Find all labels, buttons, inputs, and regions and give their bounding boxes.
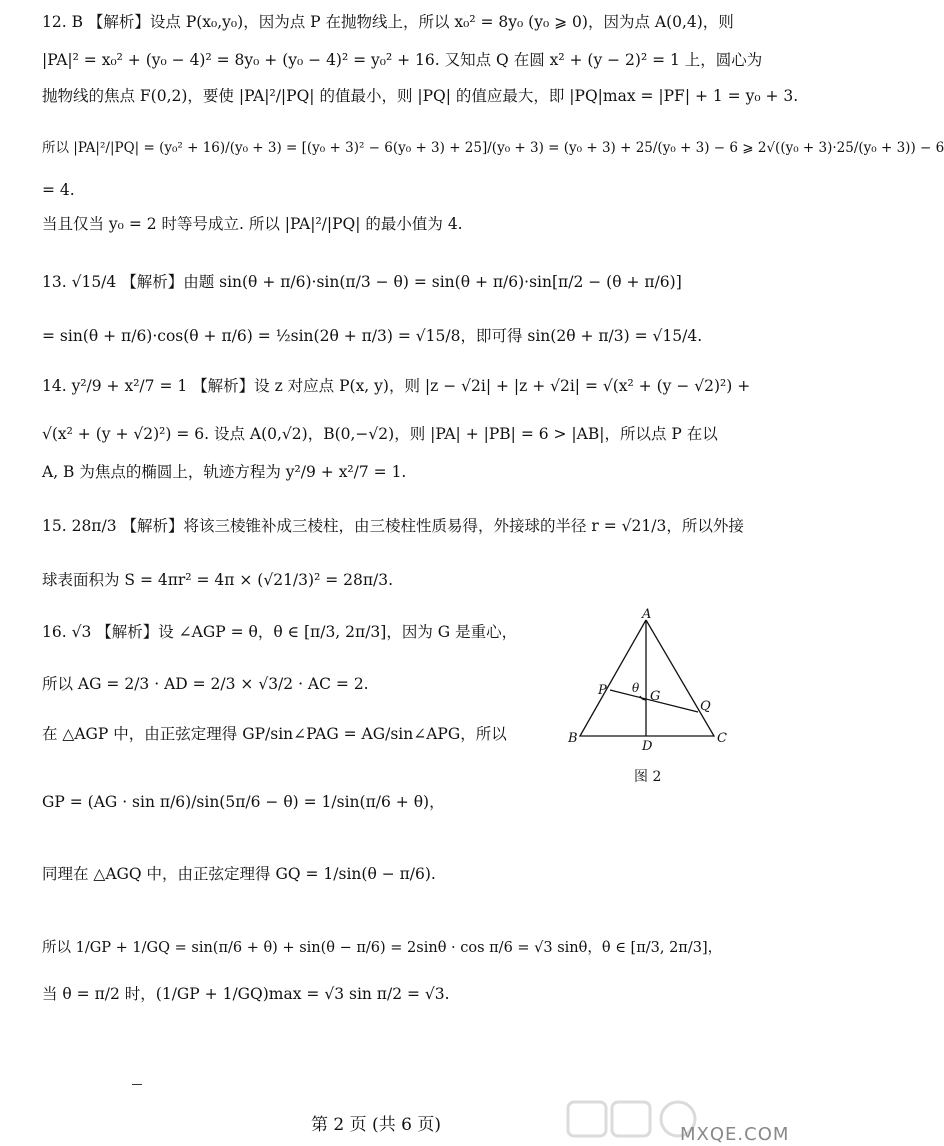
triangle-outline [580,620,714,736]
q12-line-1: 12. B 【解析】设点 P(x₀,y₀)，因为点 P 在抛物线上，所以 x₀² = 8y₀ (y₀ ⩾ 0)，因为点 A(0,4)，则 [42,13,734,31]
q15-line-2: 球表面积为 S = 4πr² = 4π × (√21/3)² = 28π/3. [42,571,394,589]
label-a: A [642,607,652,622]
q16-line-4: GP = (AG · sin π/6)/sin(5π/6 − θ) = 1/sin(π/6 + θ)， [42,793,445,811]
triangle-figure [566,607,736,792]
label-b: B [568,731,578,746]
q16-line-5: 同理在 △AGQ 中，由正弦定理得 GQ = 1/sin(θ − π/6). [42,865,436,883]
q13-line-2: = sin(θ + π/6)·cos(θ + π/6) = ½sin(2θ + π/3) = √15/8，即可得 sin(2θ + π/3) = √15/4. [42,327,703,345]
q12-line-2: |PA|² = x₀² + (y₀ − 4)² = 8y₀ + (y₀ − 4)² = y₀² + 16. 又知点 Q 在圆 x² + (y − 2)² = 1 上，圆心为 [42,51,763,69]
label-g: G [650,689,661,704]
watermark-text: MXQE.COM [680,1124,790,1145]
label-theta: θ [632,681,640,695]
label-p: P [598,683,607,698]
label-q: Q [700,699,711,714]
q16-line-7: 当 θ = π/2 时，(1/GP + 1/GQ)max = √3 sin π/2 = √3. [42,985,450,1003]
figure-caption: 图 2 [634,769,662,785]
q12-line-5: = 4. [42,181,75,199]
q14-line-2: √(x² + (y + √2)²) = 6. 设点 A(0,√2)，B(0,−√2)，则 |PA| + |PB| = 6 > |AB|，所以点 P 在以 [42,425,718,443]
q14-line-1: 14. y²/9 + x²/7 = 1 【解析】设 z 对应点 P(x, y)，则 |z − √2i| + |z + √2i| = √(x² + (y − √2)²) + [42,377,751,395]
q16-line-2: 所以 AG = 2/3 · AD = 2/3 × √3/2 · AC = 2. [42,675,369,693]
q16-line-3: 在 △AGP 中，由正弦定理得 GP/sin∠PAG = AG/sin∠APG，所以 [42,725,507,743]
label-c: C [717,731,727,746]
q15-line-1: 15. 28π/3 【解析】将该三棱锥补成三棱柱，由三棱柱性质易得，外接球的半径 r = √21/3，所以外接 [42,517,744,535]
q16-line-1: 16. √3 【解析】设 ∠AGP = θ，θ ∈ [π/3, 2π/3]，因为 G 是重心， [42,623,518,641]
q13-line-1: 13. √15/4 【解析】由题 sin(θ + π/6)·sin(π/3 − θ) = sin(θ + π/6)·sin[π/2 − (θ + π/6)] [42,273,682,291]
q12-line-3: 抛物线的焦点 F(0,2)，要使 |PA|²/|PQ| 的值最小，则 |PQ| 的值应最大，即 |PQ|max = |PF| + 1 = y₀ + 3. [42,87,799,105]
q14-line-3: A, B 为焦点的椭圆上，轨迹方程为 y²/9 + x²/7 = 1. [42,463,407,481]
page-footer: 第 2 页 (共 6 页) [311,1115,441,1135]
q16-line-6: 所以 1/GP + 1/GQ = sin(π/6 + θ) + sin(θ − π/6) = 2sinθ · cos π/6 = √3 sinθ，θ ∈ [π/3, 2π/3]， [42,940,723,956]
q12-line-4: 所以 |PA|²/|PQ| = (y₀² + 16)/(y₀ + 3) = [(y₀ + 3)² − 6(y₀ + 3) + 25]/(y₀ + 3) = (y₀ + 3) + 25/(y₀ + 3) − 6 ⩾ 2√((y₀ + 3)·25/(y₀ + 3)) − 6 [42,140,944,156]
footer-dash [132,1084,142,1085]
label-d: D [642,739,653,754]
q12-line-6: 当且仅当 y₀ = 2 时等号成立. 所以 |PA|²/|PQ| 的最小值为 4. [42,215,463,233]
